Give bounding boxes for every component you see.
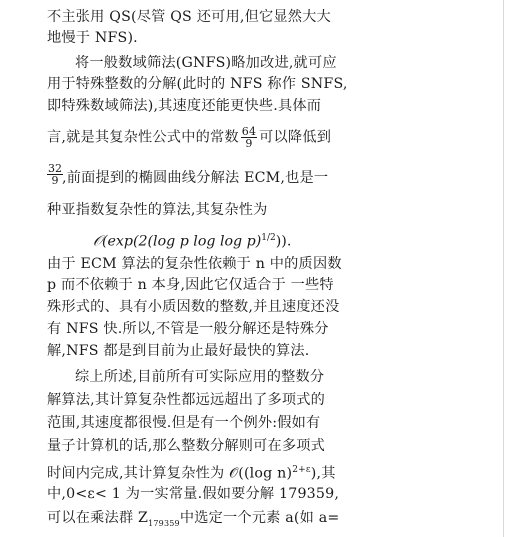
fraction-numerator: 64 <box>241 125 257 138</box>
text-segment: 中选定一个元素 a(如 a= <box>179 510 340 526</box>
exponent: 2+ε <box>292 465 311 475</box>
formula-exponent: 1/2 <box>261 233 276 243</box>
text-line: 中,0<ε< 1 为一实常量.假如要分解 179359, <box>47 486 340 502</box>
text-line: 解,NFS 都是到目前为止最好最快的算法. <box>47 343 310 359</box>
fraction-denominator: 9 <box>51 174 59 187</box>
text-line: 由于 ECM 算法的复杂性依赖于 n 中的质因数 <box>47 256 342 272</box>
text-segment: 可以降低到 <box>259 129 332 146</box>
text-line: 不主张用 QS(尽管 QS 还可用,但它显然大大 <box>47 9 331 25</box>
complexity-formula <box>93 228 291 252</box>
text-segment: 时间内完成,其计算复杂性为 𝒪((log n) <box>47 465 293 482</box>
text-line-with-subscript <box>47 508 499 534</box>
text-line: 解算法,其计算复杂性都远远超出了多项式的 <box>47 392 326 408</box>
text-segment: 言,就是其复杂性公式中的常数 <box>47 129 239 146</box>
text-line: 用于特殊整数的分解(此时的 NFS 称作 SNFS, <box>47 76 348 92</box>
text-line: 量子计算机的话,那么整数分解则可在多项式 <box>47 438 326 454</box>
fraction-64-over-9 <box>241 126 257 149</box>
text-line: 殊形式的、具有小质因数的整数,并且速度还没 <box>47 299 340 315</box>
fraction-numerator: 32 <box>48 162 62 175</box>
text-line: 即特殊数域筛法),其速度还能更快些.具体而 <box>47 98 322 114</box>
paragraph-start-line: 综上所述,目前所有可实际应用的整数分 <box>75 369 325 385</box>
paragraph-start-line: 将一般数域筛法(GNFS)略加改进,就可应 <box>75 55 337 71</box>
text-segment: 可以在乘法群 Z <box>47 510 149 526</box>
page-edge-divider <box>503 0 504 537</box>
text-line: 范围,其速度都很慢.但是有一个例外:假如有 <box>47 415 321 431</box>
subscript: 179359 <box>148 518 180 528</box>
fraction-denominator: 9 <box>245 137 253 150</box>
text-line: 地慢于 NFS). <box>47 30 138 46</box>
formula-body: 𝒪(exp(2(log p log log p) <box>93 233 262 250</box>
text-line: ,前面提到的椭圆曲线分解法 ECM,也是一 <box>62 170 329 186</box>
text-segment: ),其 <box>310 465 336 482</box>
text-line-with-fraction <box>47 126 499 149</box>
formula-close: )). <box>275 233 292 250</box>
text-line-with-exponent <box>47 460 499 484</box>
fraction-32-over-9 <box>47 163 63 186</box>
text-line: 有 NFS 快.所以,不管是一般分解还是特殊分 <box>47 321 329 337</box>
text-line: 种亚指数复杂性的算法,其复杂性为 <box>47 202 268 218</box>
text-line: p 而不依赖于 n 本身,因此它仅适合于 一些特 <box>47 277 334 293</box>
